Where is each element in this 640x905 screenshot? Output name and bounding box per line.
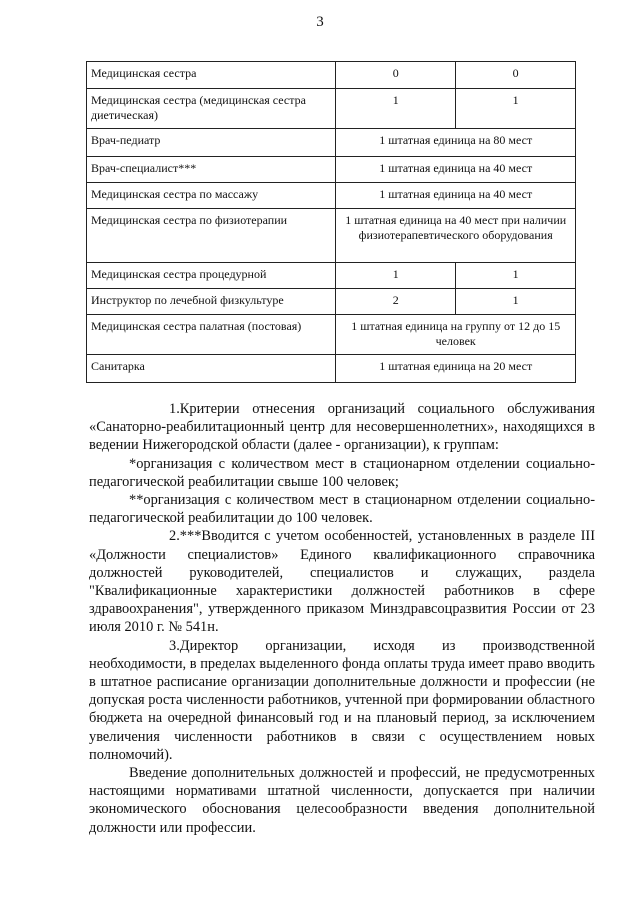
table-row [87, 157, 576, 183]
norm-cell: 1 штатная единица на группу от 12 до 15 человек [336, 315, 576, 355]
group1-cell: 2 [336, 289, 456, 315]
position-cell: Медицинская сестра по массажу [87, 183, 336, 209]
position-cell: Санитарка [87, 355, 336, 383]
group2-cell: 1 [456, 289, 576, 315]
norm-cell: 1 штатная единица на 80 мест [336, 129, 576, 157]
table-row [87, 355, 576, 383]
position-cell: Медицинская сестра процедурной [87, 263, 336, 289]
note-group-under-100: **организация с количеством мест в стационарном отделении социально-педагогической реабилитации до 100 человек. [89, 492, 595, 527]
group2-cell: 1 [456, 263, 576, 289]
norm-cell: 1 штатная единица на 20 мест [336, 355, 576, 383]
position-cell: Медицинская сестра (медицинская сестра диетическая) [87, 89, 336, 129]
note-item-3 [89, 637, 595, 764]
position-cell: Медицинская сестра [87, 62, 336, 89]
note-item-1 [89, 400, 595, 455]
group2-cell: 0 [456, 62, 576, 89]
note-number: 2. [169, 528, 180, 545]
table-row [87, 183, 576, 209]
table-row [87, 315, 576, 355]
table-row [87, 129, 576, 157]
notes-section [89, 400, 595, 837]
note-text: ***Вводится с учетом особенностей, установленных в разделе III «Должности специалистов» Единого квалификационного справочника должностей руководителей, специалистов и служащих, раздела "Квалификационные характеристики должностей работников в сфере здравоохранения", утвержденного приказом Минздравсоцразвития России от 23 июля 2010 г. № 541н. [89, 528, 595, 636]
note-final: Введение дополнительных должностей и профессий, не предусмотренных настоящими нормативами штатной численности, допускается при наличии экономического обоснования целесообразности введения дополнительной должности или профессии. [89, 765, 595, 836]
group1-cell: 1 [336, 89, 456, 129]
page-number: 3 [316, 14, 324, 30]
table-row [87, 209, 576, 263]
position-cell: Врач-специалист*** [87, 157, 336, 183]
position-cell: Врач-педиатр [87, 129, 336, 157]
note-group-over-100: *организация с количеством мест в стационарном отделении социально-педагогической реабилитации свыше 100 человек; [89, 455, 595, 490]
norm-cell: 1 штатная единица на 40 мест [336, 183, 576, 209]
norm-cell: 1 штатная единица на 40 мест при наличии физиотерапевтического оборудования [336, 209, 576, 263]
table-row [87, 289, 576, 315]
group2-cell: 1 [456, 89, 576, 129]
table-row [87, 89, 576, 129]
position-cell: Медицинская сестра палатная (постовая) [87, 315, 336, 355]
group1-cell: 1 [336, 263, 456, 289]
note-number: 3. [169, 637, 180, 654]
table-row [87, 62, 576, 89]
staffing-table [86, 61, 576, 383]
note-text: Директор организации, исходя из производственной необходимости, в пределах выделенного фонда оплаты труда имеет право вводить в штатное расписание организации дополнительные должности и профессии (не допуская роста численности работников, учтенной при формировании областного бюджета на очередной финансовый год и на плановый период, за исключением увеличения численности работников в связи с осуществлением новых полномочий). [89, 637, 595, 763]
note-item-2 [89, 527, 595, 636]
norm-cell: 1 штатная единица на 40 мест [336, 157, 576, 183]
group1-cell: 0 [336, 62, 456, 89]
table-row [87, 263, 576, 289]
position-cell: Инструктор по лечебной физкультуре [87, 289, 336, 315]
position-cell: Медицинская сестра по физиотерапии [87, 209, 336, 263]
note-number: 1. [169, 401, 180, 417]
note-text: Критерии отнесения организаций социального обслуживания «Санаторно-реабилитационный центр для несовершеннолетних», находящихся в ведении Нижегородской области (далее - организации), к группам: [89, 401, 595, 454]
